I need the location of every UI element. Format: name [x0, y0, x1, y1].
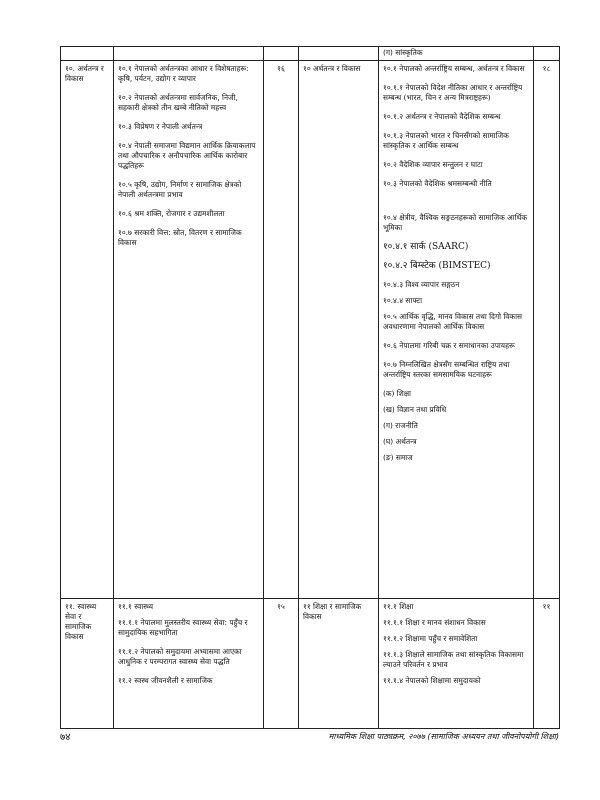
section-10-grade9-content — [379, 61, 534, 599]
list-item: १०.३ विप्रेषण र नेपाली अर्थतन्त्र — [118, 122, 203, 131]
list-item: १०.४.२ बिम्स्टेक (BIMSTEC) — [383, 261, 491, 271]
list-item: १०.४.४ साफ्टा — [383, 296, 423, 305]
list-item: ११.२ स्वस्थ जीवनशैली र सामाजिक — [118, 676, 213, 685]
footer-text: माध्यमिक शिक्षा पाठ्यक्रम, २०७७ (सामाजिक अध्ययन तथा जीवनोपयोगी शिक्षा) — [328, 731, 559, 741]
page-number: ७४ — [60, 732, 71, 743]
list-item: १०.७ सरकारी वित्त: स्रोत, वितरण र सामाजिक विकास — [118, 228, 242, 247]
list-item: १०.३ नेपालको वैदेशिक श्रमसम्बन्धी नीति — [383, 179, 492, 188]
list-item: १०.४ नेपाली समाजमा विद्यमान आर्थिक क्रियाकलाप तथा औपचारिक र अनौपचारिक आर्थिक कारोबार पद्धतिहरू — [118, 141, 256, 170]
curriculum-table — [60, 46, 560, 729]
section-11-grade9-content — [379, 599, 534, 729]
table-row — [61, 47, 560, 61]
list-item: (ग) राजनीति — [383, 421, 418, 430]
table-row — [61, 599, 560, 729]
list-item: ११.१.१ नेपालमा मुलस्तरीय स्वास्थ्य सेवा: पहुँच र सामुदायिक सहभागिता — [118, 618, 248, 637]
list-item: ११.१.४ नेपालको शिक्षामा समुदायको — [383, 676, 481, 685]
list-item: (घ) अर्थतन्त्र — [383, 437, 417, 446]
top-row-text: (ग) सांस्कृतिक — [379, 47, 534, 61]
section-11-grade9-topic: ११ शिक्षा र सामाजिक विकास — [299, 599, 379, 729]
list-item: (क) शिक्षा — [383, 389, 411, 398]
section-10-hours: १६ — [264, 61, 299, 599]
list-item: १०.७ निम्नलिखित क्षेत्रसँग सम्बन्धित राष्ट्रिय तथा अन्तर्राष्ट्रिय स्तरका समसामयिक घटनाहरू — [383, 360, 510, 379]
list-item: १०.१ नेपालको अन्तर्राष्ट्रिय सम्बन्ध, अर्थतन्त्र र विकास — [383, 64, 525, 73]
section-11-content — [114, 599, 264, 729]
list-item: ११.१ शिक्षा — [383, 602, 414, 611]
list-item: ११.१.२ नेपालको समुदायमा अभ्यासमा आएका आधुनिक र परम्परागत स्वास्थ्य सेवा पद्धति — [118, 647, 242, 666]
section-10-grade9-hours: १८ — [534, 61, 560, 599]
table-row — [61, 61, 560, 599]
list-item: १०.२ नेपालको अर्थतन्त्रमा सार्वजनिक, निजी, सहकारी क्षेत्रको तीन खम्बे नीतिको महत्त्व — [118, 93, 238, 112]
section-10-title: १०. अर्थतन्त्र र विकास — [61, 61, 114, 599]
list-item: १०.६ नेपालमा गरिबी चक्र र समाधानका उपायहरू — [383, 341, 515, 350]
list-item: १०.१.१ नेपालको विदेश नीतिका आधार र अन्तर्राष्ट्रिय सम्बन्ध (भारत, चिन र अन्य मित्रराष्ट्रहरू) — [383, 83, 523, 102]
list-item: १०.४ क्षेत्रीय, वैश्विक सङ्गठनहरूको सामाजिक आर्थिक भूमिका — [383, 213, 528, 232]
list-item: १०.५ कृषि, उद्योग, निर्माण र सामाजिक क्षेत्रको नेपाली अर्थतन्त्रमा प्रभाव — [118, 180, 242, 199]
list-item: १०.१ नेपालको अर्थतन्त्रका आधार र विशेषताहरू: कृषि, पर्यटन, उद्योग र व्यापार — [118, 64, 249, 83]
list-item: १०.४.३ विश्व व्यापार सङ्गठन — [383, 280, 460, 289]
section-11-grade9-hours: ११ — [534, 599, 560, 729]
list-item: ११.१.२ शिक्षामा पहुँच र समावेशिता — [383, 634, 478, 643]
list-item: (ङ) समाज — [383, 453, 413, 462]
section-11-hours: १५ — [264, 599, 299, 729]
list-item: १०.२ वैदेशिक व्यापार सन्तुलन र घाटा — [383, 160, 483, 169]
list-item: (ख) विज्ञान तथा प्रविधि — [383, 405, 447, 414]
section-10-grade9-topic: १० अर्थतन्त्र र विकास — [299, 61, 379, 599]
list-item: १०.४.१ सार्क (SAARC) — [383, 242, 469, 252]
list-item: ११.१.१ शिक्षा र मानव संशाधन विकास — [383, 618, 486, 627]
section-11-title: ११. स्वास्थ्य सेवा र सामाजिक विकास — [61, 599, 114, 729]
page-footer — [60, 729, 559, 743]
list-item: १०.६ श्रम शक्ति, रोजगार र उद्यमशीलता — [118, 209, 225, 218]
section-10-content — [114, 61, 264, 599]
list-item: ११.१.३ शिक्षाले सामाजिक तथा सांस्कृतिक विकासमा ल्याउने परिवर्तन र प्रभाव — [383, 650, 524, 669]
list-item: १०.१.२ अर्थतन्त्र र नेपालको वैदेशिक सम्बन्ध — [383, 112, 501, 121]
list-item: १०.५ आर्थिक वृद्धि, मानव विकास तथा दिगो विकास अवधारणामा नेपालको आर्थिक विकास — [383, 312, 522, 331]
list-item: १०.१.३ नेपालको भारत र चिनसँगको सामाजिक सांस्कृतिक र आर्थिक सम्बन्ध — [383, 131, 509, 150]
list-item: ११.१ स्वास्थ्य — [118, 602, 153, 611]
